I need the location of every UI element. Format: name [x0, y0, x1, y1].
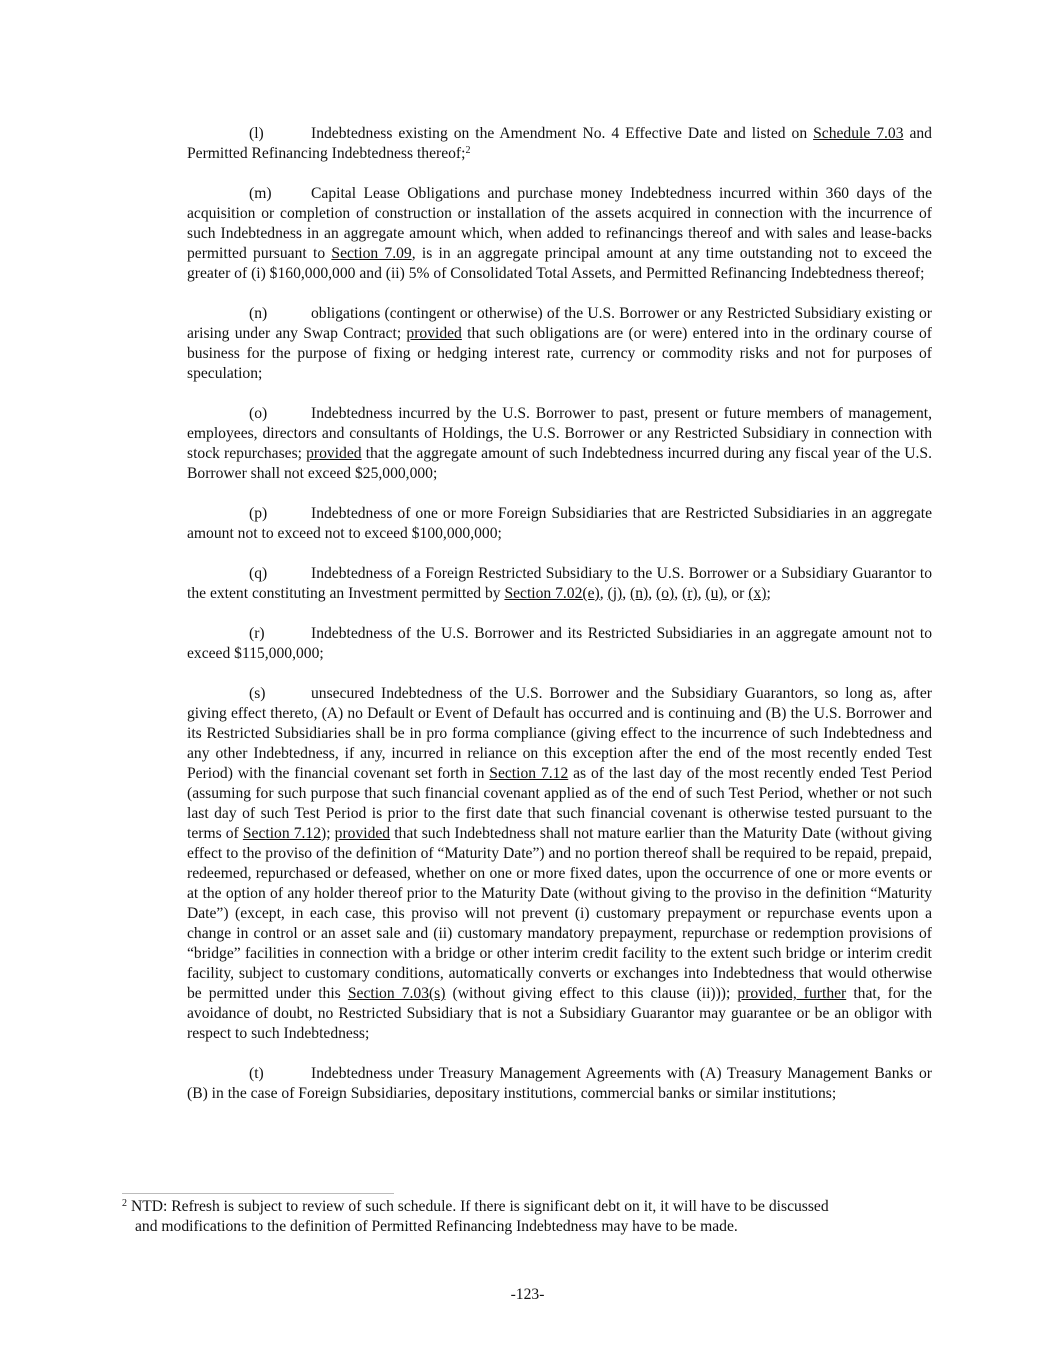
footnote-line	[122, 1197, 942, 1217]
clause-text: that the aggregate amount of such Indebtedness incurred during any fiscal year of the U.S. Borrower shall not exceed $25,000,000;	[187, 445, 932, 482]
clause-text: Indebtedness of one or more Foreign Subsidiaries that are Restricted Subsidiaries in an aggregate amount not to exceed not to exceed $100,000,000;	[187, 505, 932, 542]
clause-label: (q)	[249, 565, 268, 582]
clause-label: (s)	[249, 685, 266, 702]
provided-term: provided	[306, 445, 362, 462]
page-number: -123-	[510, 1286, 545, 1303]
page-body	[187, 124, 932, 1124]
section-reference: (j)	[607, 585, 623, 602]
clause-text: );	[321, 825, 335, 842]
clause-m	[187, 184, 932, 284]
section-reference: (o)	[656, 585, 675, 602]
section-reference: (r)	[682, 585, 698, 602]
clause-text: obligations (contingent or otherwise) of the U.S. Borrower or any Restricted Subsidiary existing or arising under any Swap Contract;	[187, 305, 932, 342]
footnote-text: NTD: Refresh is subject to review of such schedule. If there is significant debt on it, it will have to be discussed	[131, 1198, 829, 1215]
section-reference: Section 7.09	[331, 245, 412, 262]
schedule-link: Schedule 7.03	[813, 125, 904, 142]
clause-label: (t)	[249, 1065, 264, 1082]
provided-term: provided	[406, 325, 462, 342]
footnote	[122, 1197, 942, 1237]
clause-label: (p)	[249, 505, 268, 522]
separator: ,	[674, 585, 682, 602]
clause-label: (l)	[249, 125, 264, 142]
separator: ,	[697, 585, 706, 602]
clause-text: , is in an aggregate principal amount at any time outstanding not to exceed the greater of (i) $160,000,000 and (ii) 5% of Consolidated Total Assets, and Permitted Refinancing Indebtedness thereof;	[187, 245, 932, 282]
clause-label: (n)	[249, 305, 268, 322]
separator: , or	[723, 585, 749, 602]
clause-text: that such obligations are (or were) entered into in the ordinary course of business for the purpose of fixing or hedging interest rate, currency or commodity risks and not for purposes of speculation;	[187, 325, 932, 382]
clause-text: that, for the avoidance of doubt, no Restricted Subsidiary that is not a Subsidiary Guarantor may guarantee or be an obligor with respect to such Indebtedness;	[187, 985, 932, 1042]
separator: ,	[622, 585, 631, 602]
clause-o	[187, 404, 932, 484]
clause-s	[187, 684, 932, 1044]
section-reference: Section 7.02(e)	[504, 585, 600, 602]
clause-r	[187, 624, 932, 664]
clause-text: Indebtedness under Treasury Management Agreements with (A) Treasury Management Banks or (B) in the case of Foreign Subsidiaries, depositary institutions, commercial banks or similar institutions;	[187, 1065, 932, 1102]
clause-text: as of the last day of the most recently ended Test Period (assuming for such purpose that such financial covenant applied as of the end of such Test Period, whether or not such last day of such Test Period is prior to the first date that such financial covenant is otherwise tested pursuant to the terms of	[187, 765, 932, 842]
provided-term: provided	[334, 825, 391, 842]
footnote-divider	[122, 1193, 394, 1194]
section-reference: (n)	[630, 585, 649, 602]
section-reference: Section 7.12	[242, 825, 322, 842]
clause-text: (without giving effect to this clause (ii)));	[445, 985, 738, 1002]
clause-l	[187, 124, 932, 164]
clause-t	[187, 1064, 932, 1104]
clause-label: (r)	[249, 625, 265, 642]
footnote-ref: 2	[465, 145, 471, 156]
clause-p	[187, 504, 932, 544]
clause-text: that such Indebtedness shall not mature earlier than the Maturity Date (without giving effect to the proviso of the definition of “Maturity Date”) and no portion thereof shall be required to be repaid, prepaid, redeemed, repurchased or defeased, whether on one or more fixed dates, upon the occurrence of one or more events or at the option of any holder thereof prior to the Maturity Date (without giving to the proviso in the definition “Maturity Date”) (except, in each case, this proviso will not prevent (i) customary prepayment or repurchase events upon a change in control or an asset sale and (ii) customary mandatory prepayment, repurchase or redemption provisions of “bridge” facilities in connection with a bridge or other interim credit facility to the extent such bridge or interim credit facility, subject to customary conditions, automatically converts or exchanges into Indebtedness that would otherwise be permitted under this	[187, 825, 932, 1002]
section-reference: (u)	[705, 585, 724, 602]
clause-text: Indebtedness of a Foreign Restricted Subsidiary to the U.S. Borrower or a Subsidiary Guarantor to the extent constituting an Investment permitted by	[187, 565, 932, 602]
clause-text: Capital Lease Obligations and purchase money Indebtedness incurred within 360 days of the acquisition or completion of construction or installation of the assets acquired in connection with the incurrence of such Indebtedness in an aggregate amount which, when added to refinancings thereof and with sales and lease-backs permitted pursuant to	[187, 185, 932, 262]
clause-n	[187, 304, 932, 384]
clause-text: unsecured Indebtedness of the U.S. Borrower and the Subsidiary Guarantors, so long as, after giving effect thereto, (A) no Default or Event of Default has occurred and is continuing and (B) the U.S. Borrower and its Restricted Subsidiaries shall be in pro forma compliance (giving effect to the incurrence of such Indebtedness and any other Indebtedness, if any, incurred in reliance on this exception after the end of the most recently ended Test Period) with the financial covenant set forth in	[187, 685, 932, 782]
clause-label: (m)	[249, 185, 272, 202]
footnote-number: 2	[122, 1198, 127, 1209]
clause-text: Indebtedness incurred by the U.S. Borrower to past, present or future members of management, employees, directors and consultants of Holdings, the U.S. Borrower or any Restricted Subsidiary in connection with stock repurchases;	[187, 405, 932, 462]
footnote-line: and modifications to the definition of Permitted Refinancing Indebtedness may have to be made.	[135, 1218, 738, 1235]
section-reference: Section 7.03(s)	[347, 985, 446, 1002]
provided-term: provided, further	[737, 985, 847, 1002]
separator: ;	[766, 585, 771, 602]
separator: ,	[648, 585, 657, 602]
section-reference: Section 7.12	[489, 765, 569, 782]
clause-label: (o)	[249, 405, 268, 422]
clause-q	[187, 564, 932, 604]
clause-text: Indebtedness existing on the Amendment No. 4 Effective Date and listed on	[311, 125, 814, 142]
clause-text: and Permitted Refinancing Indebtedness thereof;	[187, 125, 932, 162]
clause-text: Indebtedness of the U.S. Borrower and its Restricted Subsidiaries in an aggregate amount not to exceed $115,000,000;	[187, 625, 932, 662]
section-reference: (x)	[748, 585, 767, 602]
separator: ,	[599, 585, 608, 602]
